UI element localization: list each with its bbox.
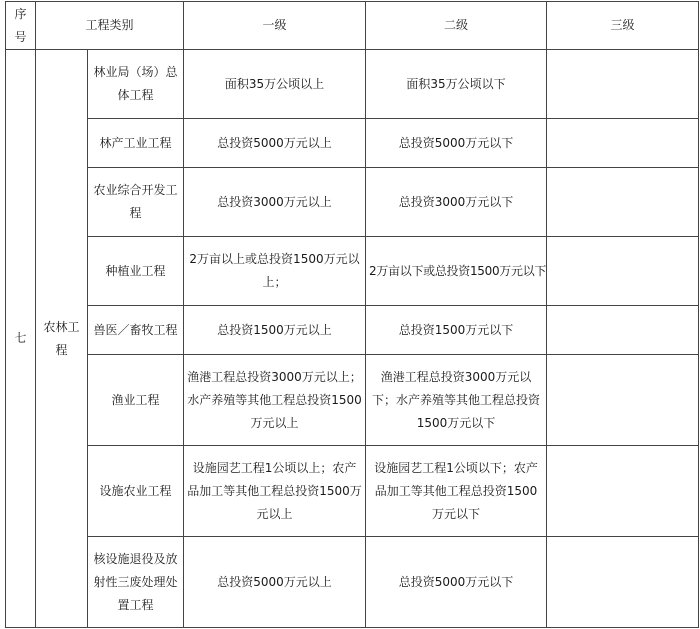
row-level1: 设施园艺工程1公顷以上；农产品加工等其他工程总投资1500万元以上 (184, 446, 366, 537)
row-level1: 总投资5000万元以上 (184, 537, 366, 628)
row-level3 (547, 119, 699, 168)
row-level2: 总投资1500万元以下 (366, 306, 547, 355)
row-level1: 总投资5000万元以上 (184, 119, 366, 168)
row-subcategory: 兽医／畜牧工程 (88, 306, 184, 355)
row-subcategory: 设施农业工程 (88, 446, 184, 537)
table-row (6, 50, 699, 119)
row-level3 (547, 306, 699, 355)
row-level2: 设施园艺工程1公顷以下；农产品加工等其他工程总投资1500万元以下 (366, 446, 547, 537)
header-seq: 序号 (6, 2, 36, 50)
classification-table (5, 1, 699, 628)
row-level1: 面积35万公顷以上 (184, 50, 366, 119)
row-level1: 渔港工程总投资3000万元以上；水产养殖等其他工程总投资1500万元以上 (184, 355, 366, 446)
row-level3 (547, 168, 699, 237)
header-row (6, 2, 699, 50)
group-category: 农林工程 (36, 50, 88, 628)
table-row (6, 355, 699, 446)
row-subcategory: 林产工业工程 (88, 119, 184, 168)
header-level1: 一级 (184, 2, 366, 50)
header-level2: 二级 (366, 2, 547, 50)
table-row (6, 306, 699, 355)
row-level3 (547, 537, 699, 628)
row-subcategory: 种植业工程 (88, 237, 184, 306)
row-subcategory: 渔业工程 (88, 355, 184, 446)
table-row (6, 119, 699, 168)
table-row (6, 537, 699, 628)
row-level1: 2万亩以上或总投资1500万元以上； (184, 237, 366, 306)
row-level3 (547, 237, 699, 306)
row-level2: 总投资5000万元以下 (366, 537, 547, 628)
table-row (6, 446, 699, 537)
header-category: 工程类别 (36, 2, 184, 50)
row-level2: 总投资5000万元以下 (366, 119, 547, 168)
row-level2: 渔港工程总投资3000万元以下；水产养殖等其他工程总投资1500万元以下 (366, 355, 547, 446)
table-row (6, 168, 699, 237)
row-level1: 总投资1500万元以上 (184, 306, 366, 355)
row-level3 (547, 446, 699, 537)
table-row (6, 237, 699, 306)
row-level2: 面积35万公顷以下 (366, 50, 547, 119)
row-level3 (547, 50, 699, 119)
row-level3 (547, 355, 699, 446)
header-level3: 三级 (547, 2, 699, 50)
row-subcategory: 农业综合开发工程 (88, 168, 184, 237)
row-subcategory: 林业局（场）总体工程 (88, 50, 184, 119)
group-seq: 七 (6, 50, 36, 628)
row-level2: 总投资3000万元以下 (366, 168, 547, 237)
row-subcategory: 核设施退役及放射性三废处理处置工程 (88, 537, 184, 628)
row-level1: 总投资3000万元以上 (184, 168, 366, 237)
row-level2: 2万亩以下或总投资1500万元以下 (366, 237, 547, 306)
